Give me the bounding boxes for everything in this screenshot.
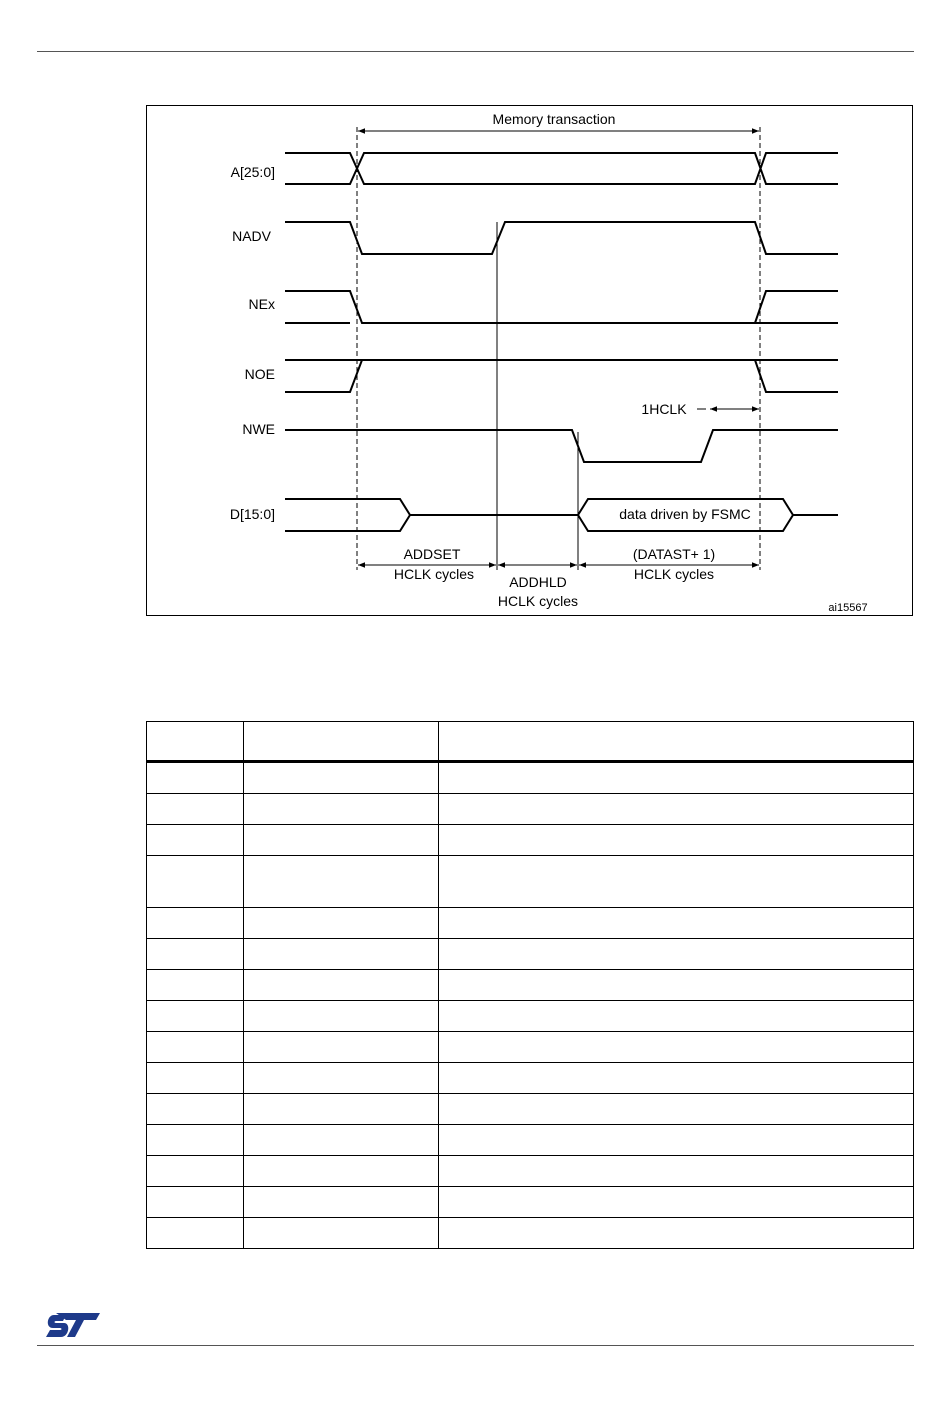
table-row [147, 908, 914, 939]
table-cell [244, 856, 439, 908]
figure-id: ai15567 [828, 602, 868, 614]
table-row [147, 794, 914, 825]
table-cell [244, 794, 439, 825]
table-cell [439, 762, 914, 794]
table-cell [244, 762, 439, 794]
addhld-label: ADDHLD [509, 574, 567, 590]
footer-rule [37, 1345, 914, 1346]
table-row [147, 1094, 914, 1125]
table-row [147, 825, 914, 856]
data-bus-waveform [285, 499, 838, 531]
table-cell [439, 825, 914, 856]
table-cell [439, 939, 914, 970]
signal-label-noe: NOE [244, 366, 275, 382]
nadv-waveform [285, 222, 838, 254]
timing-diagram [0, 0, 950, 645]
nwe-waveform [285, 430, 838, 462]
table-cell [244, 1125, 439, 1156]
table-cell [439, 1063, 914, 1094]
datast-label: (DATAST+ 1) [632, 546, 716, 562]
table-cell [439, 970, 914, 1001]
table-cell [244, 1063, 439, 1094]
table-row [147, 1001, 914, 1032]
table-cell [147, 1063, 244, 1094]
table-cell [439, 794, 914, 825]
table-cell [147, 908, 244, 939]
addset-unit-label: HCLK cycles [393, 566, 475, 582]
st-logo-icon [44, 1311, 102, 1344]
table-cell [439, 1094, 914, 1125]
table-cell [439, 908, 914, 939]
table-row [147, 939, 914, 970]
datast-unit-label: HCLK cycles [633, 566, 715, 582]
table-header-cell [244, 722, 439, 762]
signal-label-nex: NEx [248, 296, 275, 312]
table-row [147, 1125, 914, 1156]
data-driven-label: data driven by FSMC [619, 506, 751, 522]
address-bus-waveform [285, 153, 838, 184]
fsmc-timing-table [146, 721, 914, 1249]
signal-label-data: D[15:0] [229, 506, 275, 522]
hclk-label: 1HCLK [641, 401, 687, 417]
table-row [147, 856, 914, 908]
table-cell [244, 825, 439, 856]
table-cell [244, 1218, 439, 1249]
timing-reference-lines [357, 127, 760, 570]
addhld-unit-label: HCLK cycles [497, 593, 579, 609]
table-cell [439, 1032, 914, 1063]
table-row [147, 1156, 914, 1187]
noe-waveform [285, 360, 838, 392]
table-row [147, 1218, 914, 1249]
signal-label-nwe: NWE [242, 421, 275, 437]
table-cell [244, 1032, 439, 1063]
addset-label: ADDSET [403, 546, 461, 562]
table-row [147, 970, 914, 1001]
table-cell [439, 1218, 914, 1249]
table-row [147, 1063, 914, 1094]
table-cell [244, 1094, 439, 1125]
table-cell [244, 1001, 439, 1032]
table-cell [439, 1001, 914, 1032]
table-cell [147, 1032, 244, 1063]
table-cell [147, 1001, 244, 1032]
table-row [147, 1032, 914, 1063]
table-cell [439, 1187, 914, 1218]
table-cell [147, 1218, 244, 1249]
table-cell [147, 794, 244, 825]
table-cell [244, 970, 439, 1001]
table-header-row [147, 722, 914, 762]
table-row [147, 762, 914, 794]
table-cell [439, 856, 914, 908]
table-cell [147, 762, 244, 794]
signal-label-nadv: NADV [232, 228, 271, 244]
diagram-title: Memory transaction [492, 111, 616, 127]
table-cell [439, 1125, 914, 1156]
signal-label-address: A[25:0] [230, 164, 275, 180]
table-cell [147, 1156, 244, 1187]
table-row [147, 1187, 914, 1218]
table-cell [147, 970, 244, 1001]
table-cell [147, 825, 244, 856]
table-cell [147, 1187, 244, 1218]
table-cell [244, 908, 439, 939]
table-cell [147, 939, 244, 970]
table-cell [147, 1125, 244, 1156]
table-header-cell [147, 722, 244, 762]
table-header-cell [439, 722, 914, 762]
table-cell [147, 856, 244, 908]
table-cell [244, 939, 439, 970]
table-cell [439, 1156, 914, 1187]
nex-waveform [285, 291, 838, 323]
table-cell [147, 1094, 244, 1125]
table-cell [244, 1187, 439, 1218]
table-cell [244, 1156, 439, 1187]
